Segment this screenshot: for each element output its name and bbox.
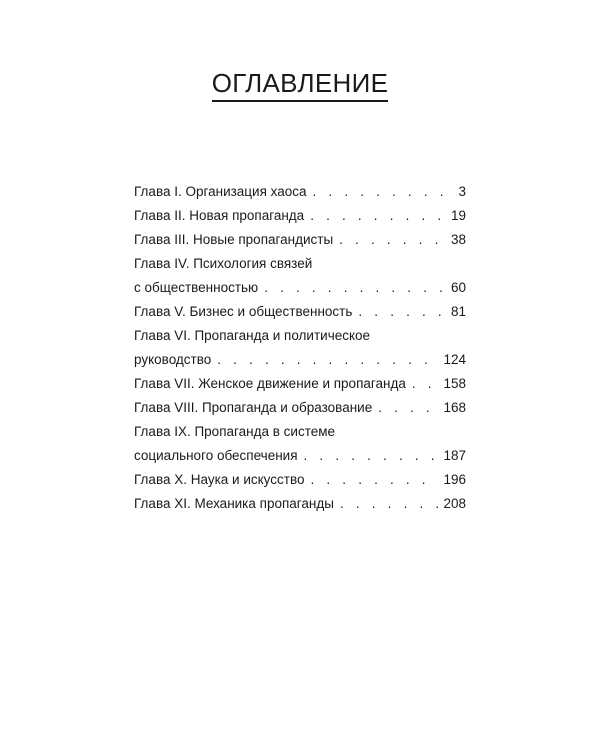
toc-entry-label: Глава VIII. Пропаганда и образование (134, 400, 373, 415)
toc-entry-label: Глава VII. Женское движение и пропаганда (134, 376, 406, 391)
toc-entry-page: 168 (443, 400, 466, 415)
dot-leader (334, 492, 440, 516)
dot-leader (352, 300, 447, 324)
dot-leader (333, 228, 447, 252)
toc-entry-chapter-6[interactable] (134, 324, 466, 372)
toc-entry-chapter-2[interactable] (134, 204, 466, 228)
toc-entry-label-line-1: Глава IV. Психология связей (134, 256, 313, 271)
dot-leader (372, 396, 439, 420)
toc-entry-page: 196 (443, 472, 466, 487)
dot-leader (258, 276, 447, 300)
toc-entry-label: социального обеспечения (134, 448, 298, 463)
dot-leader (406, 372, 440, 396)
toc-entry-label: Глава I. Организация хаоса (134, 184, 307, 199)
dot-leader (307, 180, 455, 204)
toc-entry-label: Глава X. Наука и искусство (134, 472, 305, 487)
toc-entry-page: 208 (443, 496, 466, 511)
toc-entry-chapter-1[interactable] (134, 180, 466, 204)
toc-entry-label: руководство (134, 352, 212, 367)
dot-leader (211, 348, 439, 372)
table-of-contents (134, 180, 466, 516)
toc-entry-label: Глава III. Новые пропагандисты (134, 232, 334, 247)
toc-entry-label-line-1: Глава IX. Пропаганда в системе (134, 424, 336, 439)
toc-entry-label: с общественностью (134, 280, 259, 295)
toc-entry-page: 3 (458, 184, 466, 199)
toc-entry-label: Глава V. Бизнес и общественность (134, 304, 353, 319)
toc-entry-page: 158 (443, 376, 466, 391)
toc-entry-chapter-7[interactable] (134, 372, 466, 396)
toc-entry-label: Глава II. Новая пропаганда (134, 208, 305, 223)
page-title (0, 68, 600, 99)
toc-entry-page: 19 (450, 208, 466, 223)
page-title-text: ОГЛАВЛЕНИЕ (212, 68, 389, 102)
toc-entry-page: 38 (450, 232, 466, 247)
toc-entry-page: 60 (450, 280, 466, 295)
toc-entry-chapter-8[interactable] (134, 396, 466, 420)
toc-entry-label-line-1: Глава VI. Пропаганда и политическое (134, 328, 371, 343)
toc-entry-chapter-5[interactable] (134, 300, 466, 324)
dot-leader (304, 204, 447, 228)
toc-entry-page: 124 (443, 352, 466, 367)
dot-leader (305, 468, 440, 492)
toc-entry-page: 187 (443, 448, 466, 463)
toc-entry-chapter-10[interactable] (134, 468, 466, 492)
toc-entry-page: 81 (450, 304, 466, 319)
toc-entry-chapter-3[interactable] (134, 228, 466, 252)
toc-entry-chapter-4[interactable] (134, 252, 466, 300)
toc-entry-label: Глава XI. Механика пропаганды (134, 496, 334, 511)
toc-entry-chapter-9[interactable] (134, 420, 466, 468)
dot-leader (298, 444, 440, 468)
toc-entry-chapter-11[interactable] (134, 492, 466, 516)
